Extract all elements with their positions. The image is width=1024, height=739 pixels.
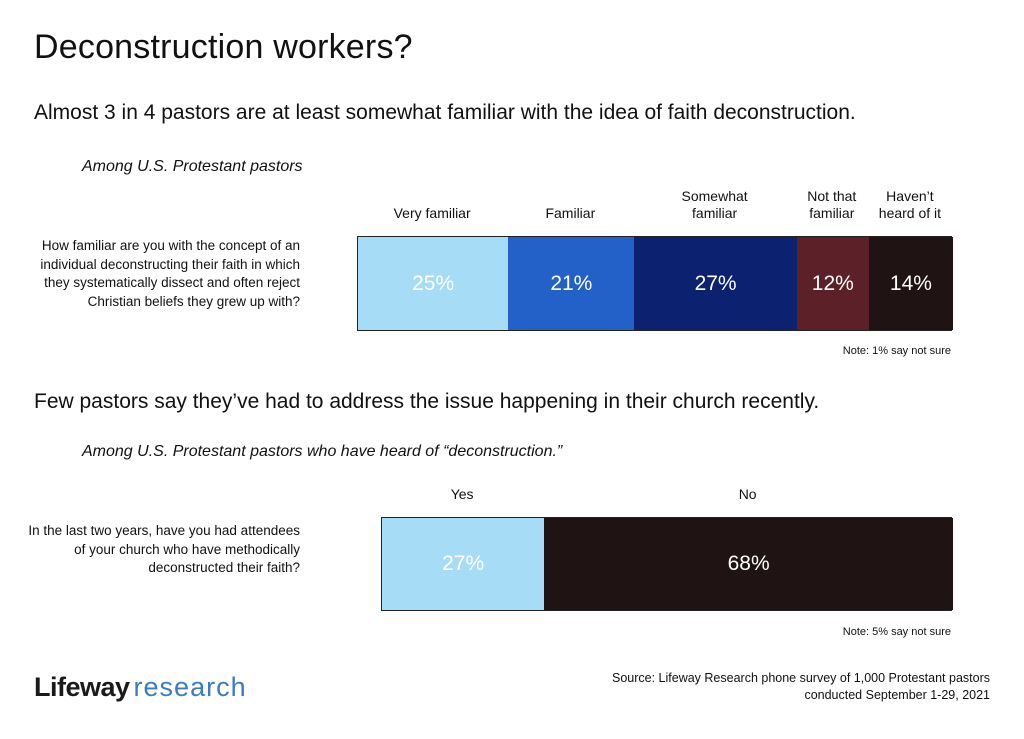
category-label-line: Very familiar: [393, 205, 471, 221]
bar-segment: [544, 518, 953, 610]
category-label-line: heard of it: [878, 205, 942, 221]
data-label: 12%: [811, 271, 854, 295]
chart-1-stacked-bar: [357, 236, 952, 331]
lifeway-research-logo: [34, 672, 247, 703]
logo-brand: Lifeway: [34, 672, 130, 702]
category-label-line: No: [738, 486, 757, 502]
category-label-line: Haven’t: [886, 188, 934, 204]
chart-1-heading: Almost 3 in 4 pastors are at least somewhat familiar with the idea of faith deconstruction.: [34, 101, 856, 124]
chart-1-question: How familiar are you with the concept of an individual deconstructing their faith in which they systematically dissect and often reject Christian beliefs they grew up with?: [40, 238, 300, 309]
data-label: 27%: [442, 552, 485, 575]
data-label: 25%: [412, 271, 455, 295]
category-label: [739, 486, 757, 503]
source-line-1: Source: Lifeway Research phone survey of 1,000 Protestant pastors: [612, 671, 990, 685]
data-label: 14%: [889, 271, 932, 295]
category-label: [394, 205, 471, 222]
category-label-line: Somewhat: [681, 188, 748, 204]
category-label: [807, 188, 856, 222]
chart-2-note: Note: 5% say not sure: [842, 626, 951, 638]
data-label: 27%: [694, 271, 737, 295]
bar-segment: [508, 237, 634, 330]
category-label: [451, 486, 474, 503]
chart-2-stacked-bar: [381, 517, 952, 611]
bar-segment: [869, 237, 953, 330]
chart-title: Deconstruction workers?: [34, 28, 413, 66]
category-label-line: Not that: [807, 188, 857, 204]
category-label: [545, 205, 595, 222]
category-label: [879, 188, 941, 222]
category-label-line: familiar: [809, 205, 855, 221]
data-label: 21%: [550, 271, 593, 295]
chart-2-question: In the last two years, have you had attendees of your church who have methodically deconstructed their faith?: [28, 523, 300, 575]
bar-segment: [382, 518, 544, 610]
chart-2-heading: Few pastors say they’ve had to address the issue happening in their church recently.: [34, 390, 820, 413]
category-label-line: familiar: [692, 205, 738, 221]
bar-segment: [634, 237, 796, 330]
category-label-line: Familiar: [545, 205, 596, 221]
chart-1-subtitle: Among U.S. Protestant pastors: [82, 158, 303, 175]
data-label: 68%: [727, 552, 770, 575]
logo-suffix: research: [133, 672, 247, 702]
bar-segment: [358, 237, 508, 330]
source-note: [612, 670, 990, 704]
source-line-2: conducted September 1-29, 2021: [804, 688, 990, 702]
chart-2-subtitle: Among U.S. Protestant pastors who have heard of “deconstruction.”: [82, 443, 563, 460]
bar-segment: [797, 237, 869, 330]
category-label-line: Yes: [450, 486, 474, 502]
chart-1-note: Note: 1% say not sure: [842, 345, 951, 357]
category-label: [682, 188, 748, 222]
